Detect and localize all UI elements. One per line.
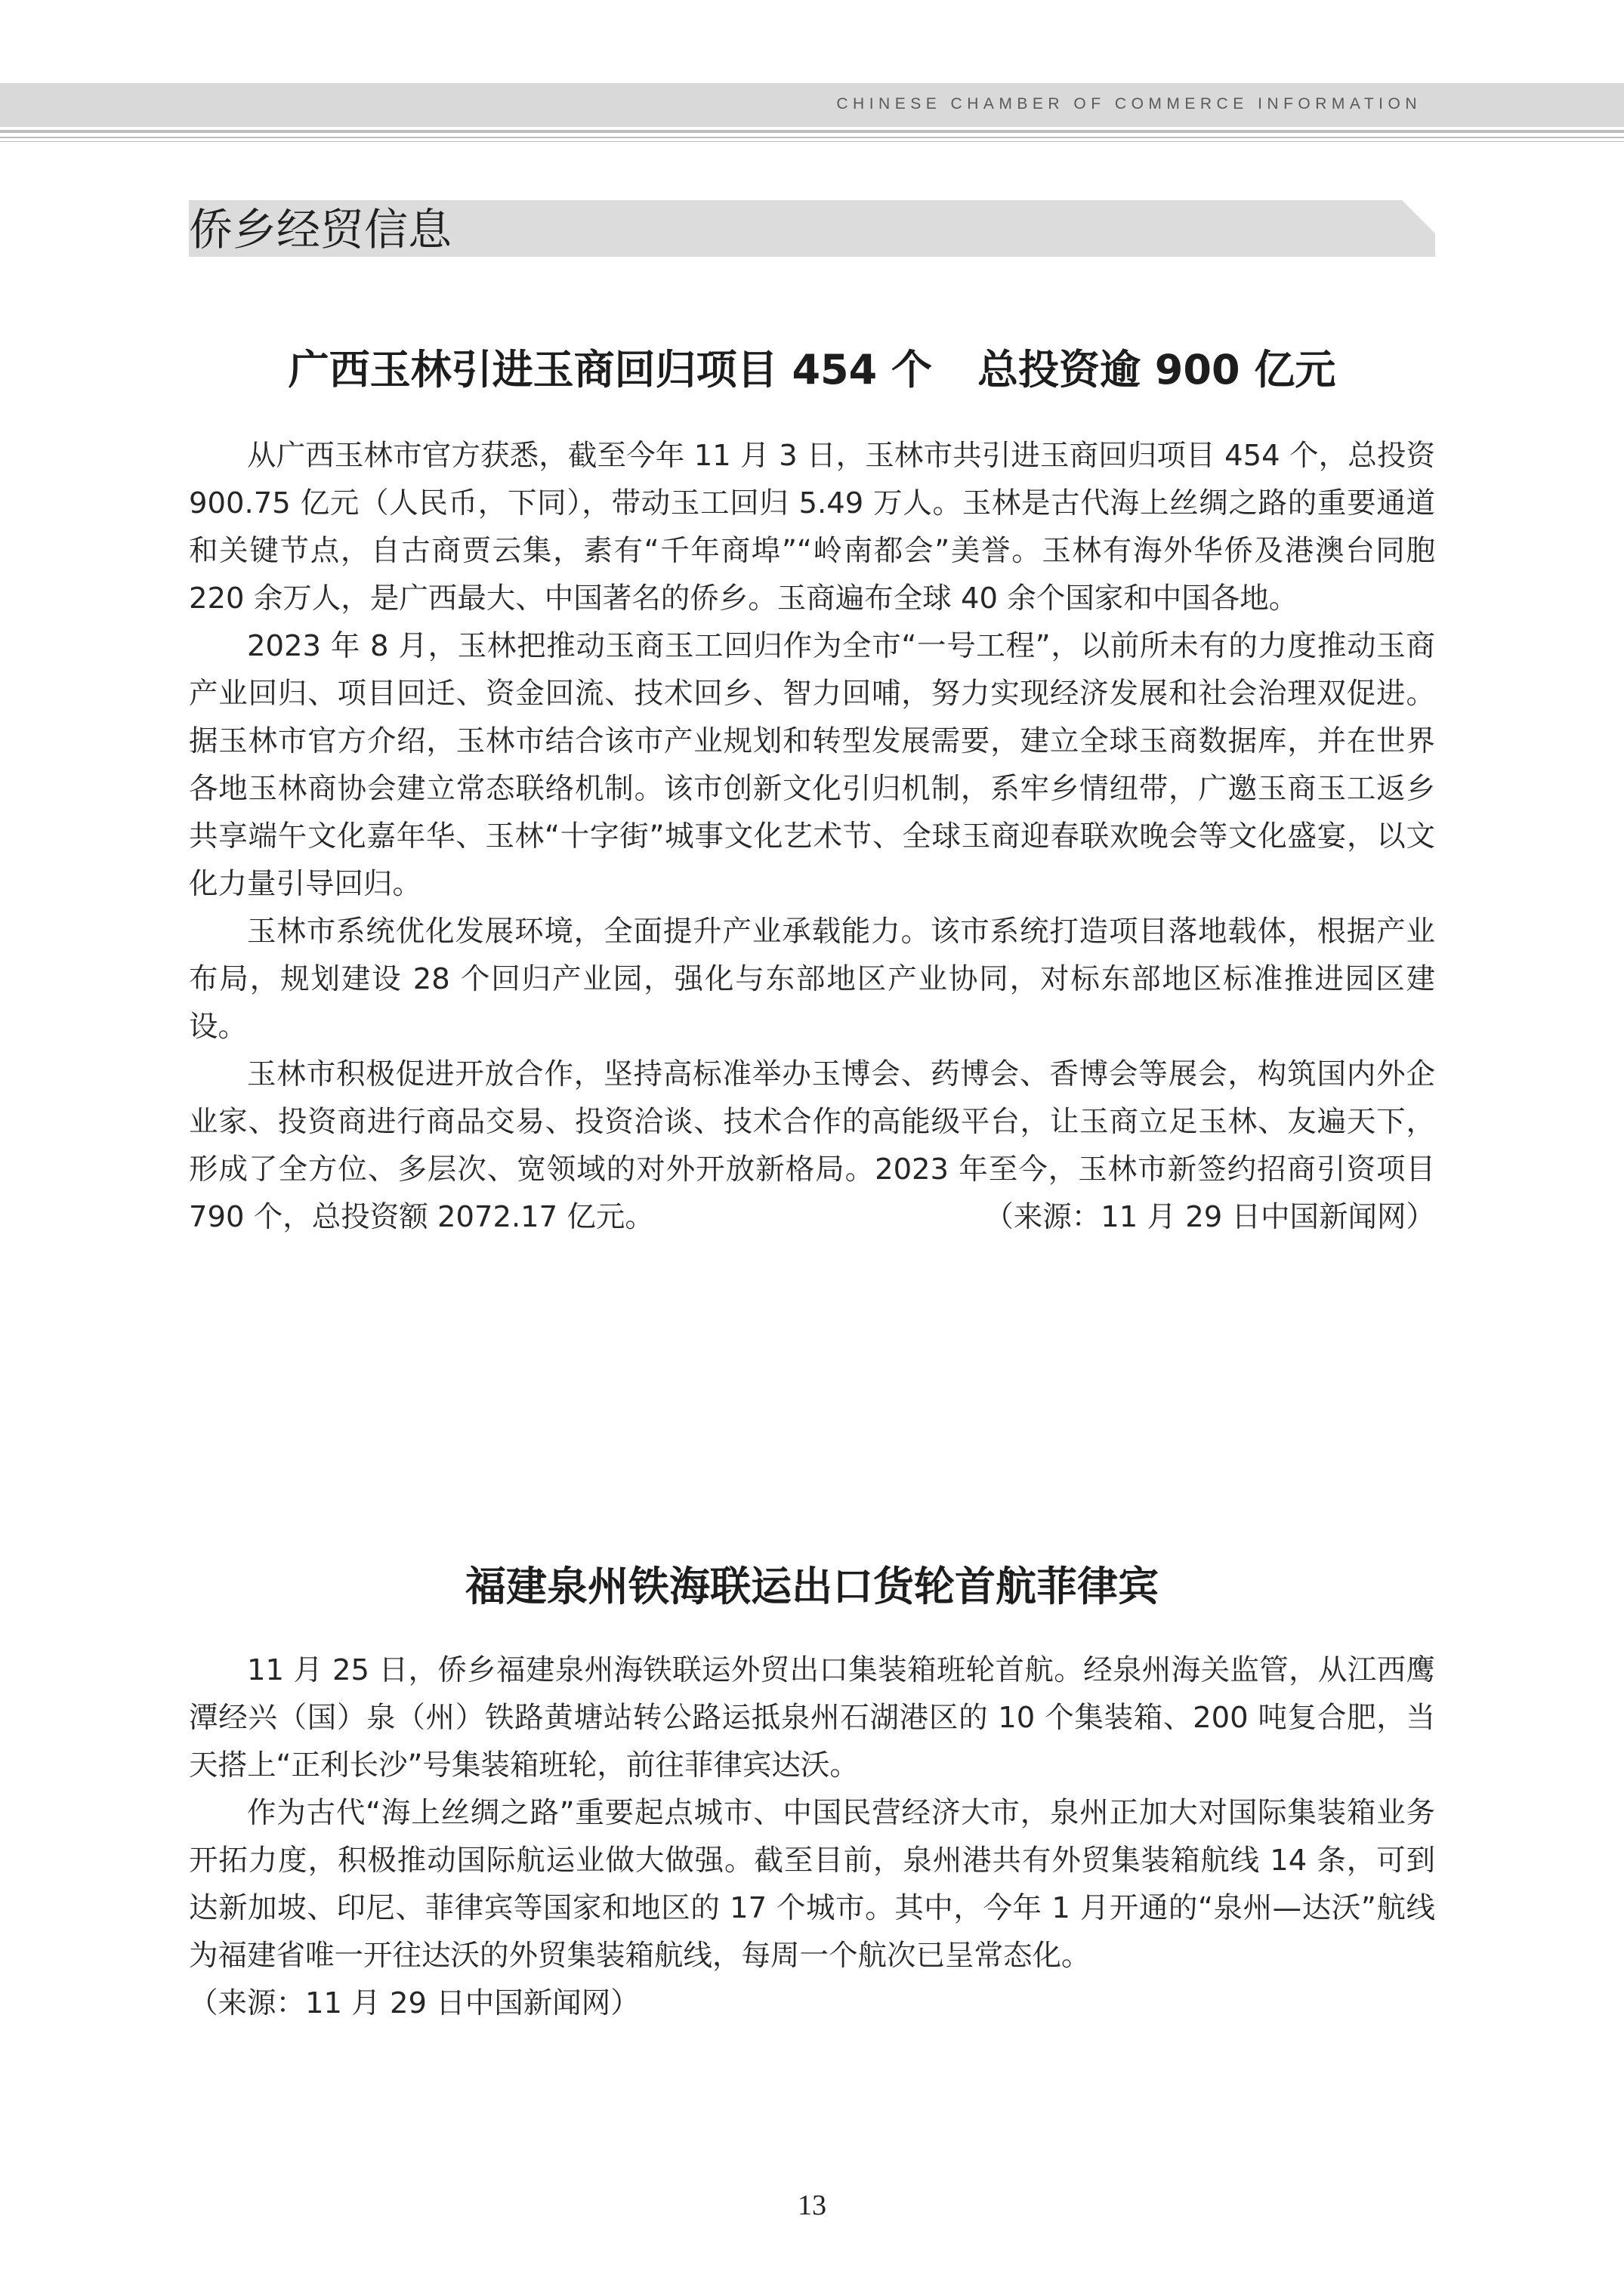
article-2-paragraph-2: 作为古代“海上丝绸之路”重要起点城市、中国民营经济大市，泉州正加大对国际集装箱业务开拓力度，积极推动国际航运业做大做强。截至目前，泉州港共有外贸集装箱航线 14 条，可到达新加坡、印尼、菲律宾等国家和地区的 17 个城市。其中，今年 1 月开通的“泉州—达沃”航线为福建省唯一开往达沃的外贸集装箱航线，每周一个航次已呈常态化。: [189, 1796, 1435, 1973]
masthead: CHINESE CHAMBER OF COMMERCE INFORMATION: [836, 95, 1422, 113]
article-2-source: （来源：11 月 29 日中国新闻网）: [189, 1986, 640, 2020]
article-1-body: [189, 432, 1435, 1241]
page-number: 13: [798, 2190, 826, 2221]
article-2-paragraph-1: 11 月 25 日，侨乡福建泉州海铁联运外贸出口集装箱班轮首航。经泉州海关监管，从江西鹰潭经兴（国）泉（州）铁路黄塘站转公路运抵泉州石湖港区的 10 个集装箱、200 吨复合肥，当天搭上“正利长沙”号集装箱班轮，前往菲律宾达沃。: [189, 1653, 1435, 1782]
article-1-paragraph-2: 2023 年 8 月，玉林把推动玉商玉工回归作为全市“一号工程”，以前所未有的力度推动玉商产业回归、项目回迁、资金回流、技术回乡、智力回哺，努力实现经济发展和社会治理双促进。据玉林市官方介绍，玉林市结合该市产业规划和转型发展需要，建立全球玉商数据库，并在世界各地玉林商协会建立常态联络机制。该市创新文化引归机制，系牢乡情纽带，广邀玉商玉工返乡共享端午文化嘉年华、玉林“十字街”城事文化艺术节、全球玉商迎春联欢晚会等文化盛宴，以文化力量引导回归。: [189, 629, 1435, 901]
article-1-headline-part1: 广西玉林引进玉商回归项目 454 个: [288, 346, 932, 393]
article-1-headline-part2: 总投资逾 900 亿元: [977, 346, 1336, 393]
article-1-paragraph-1: 从广西玉林市官方获悉，截至今年 11 月 3 日，玉林市共引进玉商回归项目 454 个，总投资 900.75 亿元（人民币，下同），带动玉工回归 5.49 万人。玉林是古代海上丝绸之路的重要通道和关键节点，自古商贾云集，素有“千年商埠”“岭南都会”美誉。玉林有海外华侨及港澳台同胞 220 余万人，是广西最大、中国著名的侨乡。玉商遍布全球 40 余个国家和中国各地。: [189, 439, 1435, 616]
article-1-headline: [189, 344, 1435, 397]
header-rule-3: [0, 141, 1624, 142]
article-2-headline: 福建泉州铁海联运出口货轮首航菲律宾: [465, 1563, 1159, 1610]
article-1-paragraph-4: [189, 1051, 1435, 1241]
header-rule-1: [0, 130, 1624, 133]
article-1-paragraph-3: 玉林市系统优化发展环境，全面提升产业承载能力。该市系统打造项目落地载体，根据产业布局，规划建设 28 个回归产业园，强化与东部地区产业协同，对标东部地区标准推进园区建设。: [189, 915, 1436, 1044]
article-1-source: （来源：11 月 29 日中国新闻网）: [984, 1200, 1435, 1234]
article-2-body: [189, 1646, 1435, 2027]
article-1-paragraph-4-text: 玉林市积极促进开放合作，坚持高标准举办玉博会、药博会、香博会等展会，构筑国内外企业家、投资商进行商品交易、投资洽谈、技术合作的高能级平台，让玉商立足玉林、友遍天下，形成了全方位、多层次、宽领域的对外开放新格局。2023 年至今，玉林市新签约招商引资项目 790 个，总投资额 2072.17 亿元。: [189, 1057, 1435, 1234]
section-title: 侨乡经贸信息: [189, 204, 452, 255]
header-rule-2: [0, 137, 1624, 138]
